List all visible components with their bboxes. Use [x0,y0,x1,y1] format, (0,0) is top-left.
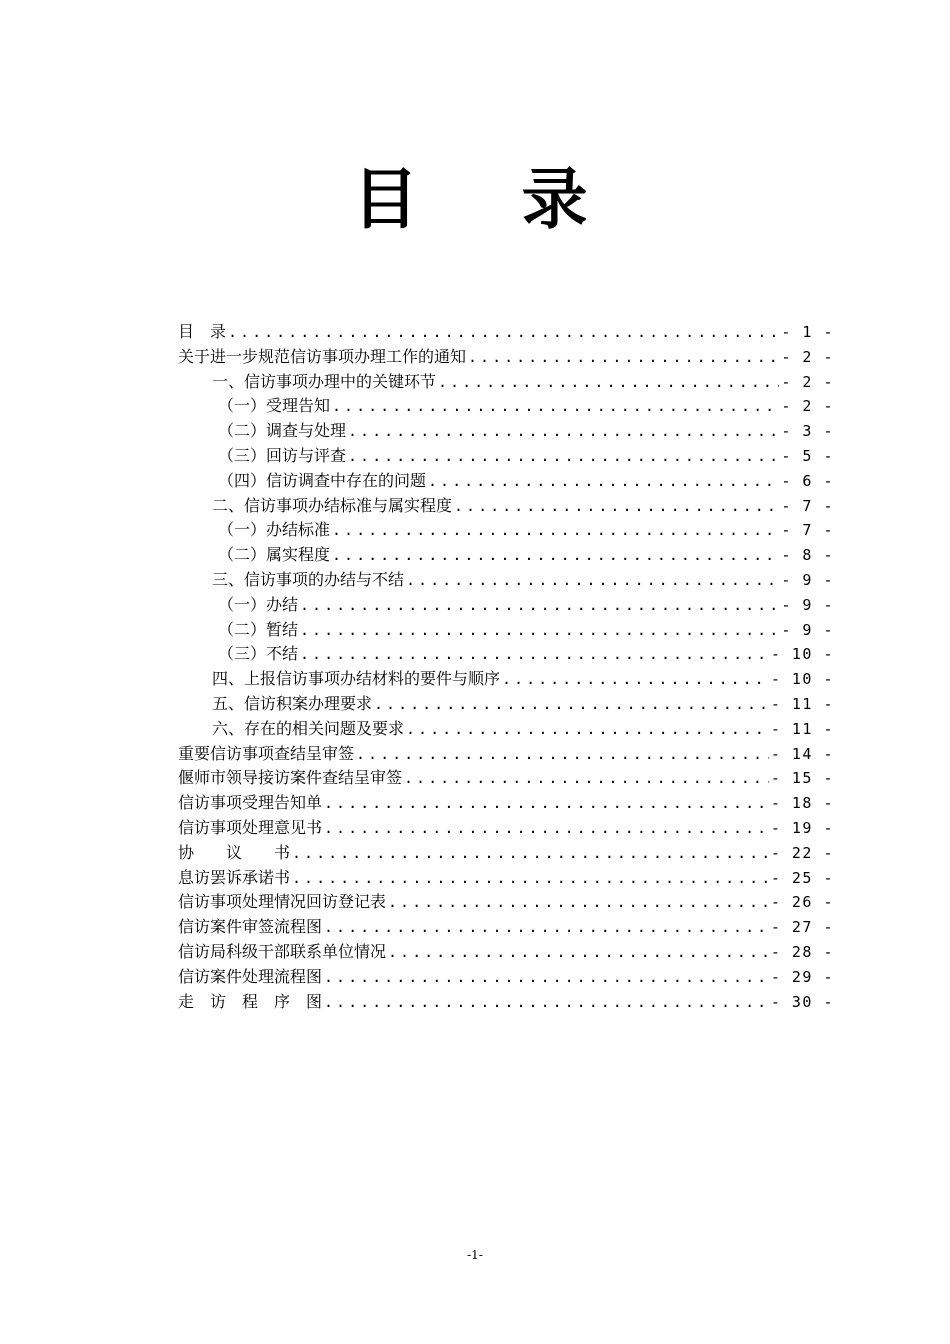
toc-entry-label: 信访事项处理意见书 [178,817,323,837]
toc-entry-page: - 6 - [781,471,834,490]
toc-entry[interactable] [178,717,834,742]
toc-leader-dots [406,717,769,742]
toc-entry[interactable] [178,444,834,469]
toc-entry-label: 信访事项处理情况回访登记表 [178,892,387,912]
toc-leader-dots [300,593,779,618]
toc-leader-dots [332,543,779,568]
toc-entry-page: - 9 - [781,570,834,589]
toc-entry-label: （二）属实程度 [218,545,331,565]
toc-entry[interactable] [178,890,834,915]
table-of-contents [178,320,834,1014]
toc-entry-page: - 8 - [781,546,834,565]
toc-entry[interactable] [178,618,834,643]
toc-entry-page: - 11 - [770,694,834,713]
toc-leader-dots [356,742,769,767]
toc-entry-label: 四、上报信访事项办结材料的要件与顺序 [212,669,501,689]
toc-leader-dots [438,370,779,395]
toc-leader-dots [324,990,769,1015]
toc-entry-page: - 18 - [770,794,834,813]
toc-entry-page: - 29 - [770,967,834,986]
toc-entry-page: - 15 - [770,769,834,788]
toc-entry[interactable] [178,345,834,370]
toc-leader-dots [374,692,769,717]
toc-entry-label: 五、信访积案办理要求 [212,693,373,713]
toc-entry-page: - 19 - [770,818,834,837]
toc-leader-dots [404,766,769,791]
toc-entry[interactable] [178,518,834,543]
toc-entry[interactable] [178,791,834,816]
toc-entry-label: （二）暂结 [218,619,299,639]
toc-entry[interactable] [178,742,834,767]
toc-entry-label: 信访局科级干部联系单位情况 [178,941,387,961]
toc-entry-page: - 9 - [781,620,834,639]
toc-entry-page: - 28 - [770,942,834,961]
toc-leader-dots [292,841,769,866]
toc-entry-label: 偃师市领导接访案件查结呈审签 [178,768,403,788]
toc-entry-page: - 27 - [770,918,834,937]
toc-entry-label: 信访案件审签流程图 [178,917,323,937]
toc-entry[interactable] [178,642,834,667]
toc-leader-dots [228,320,779,345]
toc-entry[interactable] [178,965,834,990]
toc-leader-dots [300,618,779,643]
toc-leader-dots [454,494,779,519]
toc-leader-dots [332,394,779,419]
toc-leader-dots [324,816,769,841]
toc-entry-page: - 7 - [781,496,834,515]
toc-entry-label: （一）办结标准 [218,520,331,540]
toc-entry-label: （四）信访调查中存在的问题 [218,470,427,490]
toc-entry-label: 信访事项受理告知单 [178,793,323,813]
toc-entry-label: 重要信访事项查结呈审签 [178,743,355,763]
toc-leader-dots [502,667,769,692]
toc-entry-page: - 14 - [770,744,834,763]
toc-leader-dots [292,866,769,891]
toc-leader-dots [388,940,769,965]
toc-entry-label: 息访罢诉承诺书 [178,867,291,887]
toc-entry[interactable] [178,990,834,1015]
toc-entry-page: - 26 - [770,893,834,912]
toc-entry-label: （三）回访与评查 [218,445,347,465]
toc-entry[interactable] [178,543,834,568]
toc-leader-dots [428,469,779,494]
toc-leader-dots [332,518,779,543]
toc-entry-page: - 5 - [781,446,834,465]
toc-entry-page: - 2 - [781,372,834,391]
toc-entry-page: - 10 - [770,645,834,664]
toc-entry-page: - 10 - [770,670,834,689]
toc-leader-dots [324,915,769,940]
toc-leader-dots [406,568,779,593]
toc-entry[interactable] [178,692,834,717]
toc-entry-label: 二、信访事项办结标准与属实程度 [212,495,453,515]
page-number: -1- [467,1248,483,1262]
toc-entry[interactable] [178,866,834,891]
toc-entry-label: （二）调查与处理 [218,421,347,441]
toc-entry[interactable] [178,766,834,791]
toc-entry[interactable] [178,394,834,419]
toc-entry-label: 信访案件处理流程图 [178,966,323,986]
toc-entry-label: 走 访 程 序 图 [178,991,323,1011]
toc-entry[interactable] [178,667,834,692]
toc-entry-page: - 2 - [781,397,834,416]
toc-entry-page: - 30 - [770,992,834,1011]
toc-entry-page: - 1 - [781,323,834,341]
page-title: 目 录 [352,161,628,238]
toc-entry-page: - 3 - [781,422,834,441]
toc-entry[interactable] [178,370,834,395]
toc-entry-label: 协 议 书 [178,842,291,862]
toc-entry[interactable] [178,494,834,519]
toc-leader-dots [324,791,769,816]
toc-entry[interactable] [178,841,834,866]
toc-entry-page: - 9 - [781,595,834,614]
toc-leader-dots [468,345,779,370]
toc-entry-label: （一）办结 [218,594,299,614]
toc-leader-dots [348,419,779,444]
toc-entry-label: （一）受理告知 [218,396,331,416]
toc-entry[interactable] [178,320,834,345]
toc-entry-page: - 25 - [770,868,834,887]
toc-entry[interactable] [178,816,834,841]
toc-leader-dots [348,444,779,469]
toc-entry-label: 六、存在的相关问题及要求 [212,718,405,738]
toc-entry-label: 一、信访事项办理中的关键环节 [212,371,437,391]
toc-entry-label: （三）不结 [218,644,299,664]
toc-entry-label: 关于进一步规范信访事项办理工作的通知 [178,346,467,366]
toc-entry-page: - 22 - [770,843,834,862]
toc-entry[interactable] [178,568,834,593]
toc-entry-page: - 2 - [781,347,834,366]
toc-entry[interactable] [178,593,834,618]
toc-entry[interactable] [178,469,834,494]
toc-entry-page: - 7 - [781,521,834,540]
toc-entry[interactable] [178,419,834,444]
toc-leader-dots [388,890,769,915]
toc-entry-label: 三、信访事项的办结与不结 [212,569,405,589]
toc-entry[interactable] [178,915,834,940]
toc-leader-dots [324,965,769,990]
toc-leader-dots [300,642,769,667]
toc-entry-label: 目 录 [178,322,227,341]
toc-entry-page: - 11 - [770,719,834,738]
toc-entry[interactable] [178,940,834,965]
